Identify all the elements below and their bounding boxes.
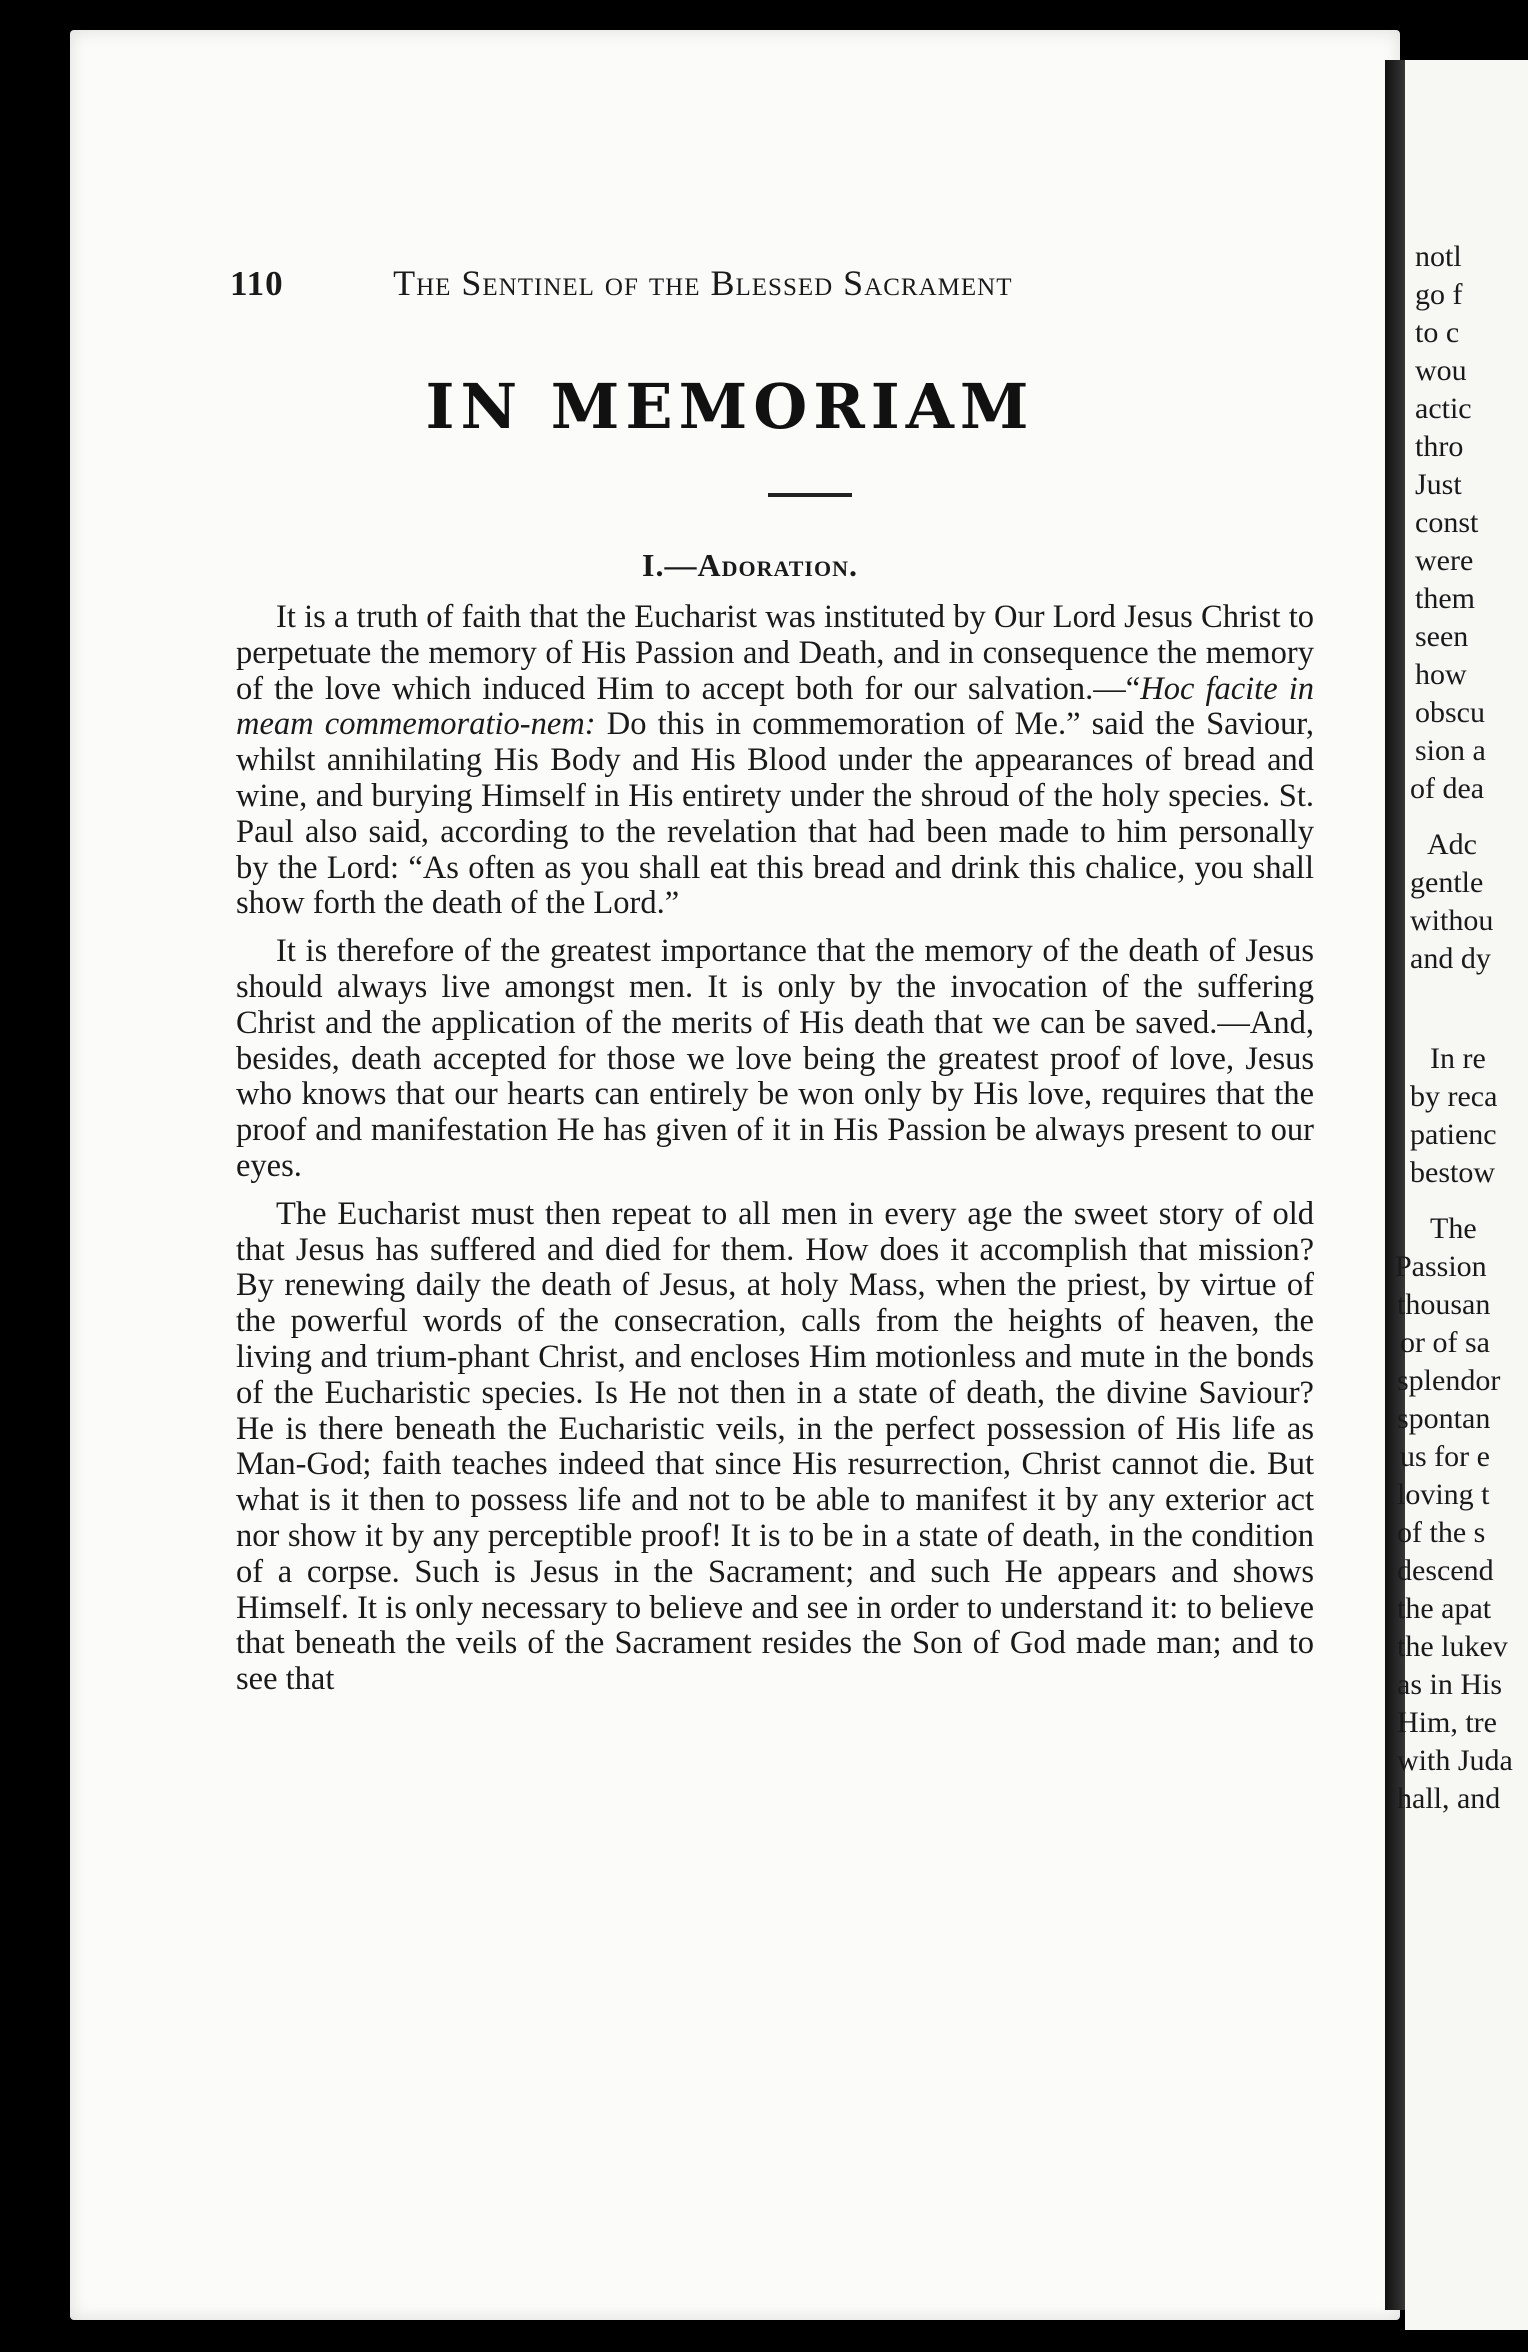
facing-page-line: In re bbox=[1430, 1042, 1486, 1075]
facing-page-line: by reca bbox=[1410, 1080, 1498, 1113]
article-title: IN MEMORIAM bbox=[425, 370, 1035, 443]
facing-page-line: thro bbox=[1415, 430, 1464, 463]
facing-page-line: gentle bbox=[1410, 866, 1484, 899]
section-heading: I.—Adoration. bbox=[642, 547, 858, 583]
facing-page-line: how bbox=[1415, 658, 1467, 691]
text-run: It is therefore of the greatest importance that the memory of the death of Jesus should always live amongst men. It is only by the invocation of the suffering Christ and the application of the merits of His death that we can be saved.—And, besides, death accepted for those we love being the greatest proof of love, Jesus who knows that our hearts can entirely be won only by His love, requires that the proof and manifestation He has given of it in His Passion be always present to our eyes. bbox=[236, 933, 1314, 1184]
facing-page bbox=[1395, 60, 1528, 2330]
facing-page-line: splendor bbox=[1397, 1364, 1501, 1397]
running-header bbox=[230, 262, 1190, 304]
italic-run: Hoc facite in meam commemoratio-nem: bbox=[236, 670, 1314, 743]
facing-page-line: obscu bbox=[1415, 696, 1485, 729]
facing-page-line: The bbox=[1430, 1212, 1477, 1245]
facing-page-line: descend bbox=[1397, 1554, 1494, 1587]
facing-page-line: and dy bbox=[1410, 942, 1491, 975]
facing-page-line: of dea bbox=[1410, 772, 1485, 805]
article-body bbox=[236, 600, 1314, 1710]
facing-page-line: the lukev bbox=[1397, 1630, 1508, 1663]
facing-page-line: notl bbox=[1415, 240, 1462, 273]
facing-page-line: bestow bbox=[1410, 1156, 1495, 1189]
facing-page-line: the apat bbox=[1397, 1592, 1492, 1625]
facing-page-line: actic bbox=[1415, 392, 1472, 425]
facing-page-line: withou bbox=[1410, 904, 1494, 937]
facing-page-line: hall, and bbox=[1397, 1782, 1501, 1815]
paragraph bbox=[236, 600, 1314, 922]
text-run: Do this in commemoration of Me.” said the Saviour, whilst annihilating His Body and His Blood under the appearances of bread and wine, and burying Himself in His entirety under the shroud of the holy species. St. Paul also said, according to the revelation that had been made to him personally by the Lord: “As often as you shall eat this bread and drink this chalice, you shall show forth the death of the Lord.” bbox=[236, 706, 1314, 922]
facing-page-line: const bbox=[1415, 506, 1479, 539]
facing-page-line: spontan bbox=[1397, 1402, 1491, 1435]
paragraph bbox=[236, 1197, 1314, 1698]
page-number: 110 bbox=[230, 264, 284, 303]
facing-page-line: with Juda bbox=[1397, 1744, 1513, 1777]
facing-page-line: patienc bbox=[1410, 1118, 1497, 1151]
paragraph bbox=[236, 934, 1314, 1185]
facing-page-line: Passion bbox=[1395, 1250, 1487, 1283]
facing-page-line: as in His bbox=[1397, 1668, 1502, 1701]
facing-page-line: or of sa bbox=[1400, 1326, 1490, 1359]
facing-page-line: of the s bbox=[1397, 1516, 1486, 1549]
running-title: The Sentinel of the Blessed Sacrament bbox=[393, 263, 1013, 303]
title-rule bbox=[768, 493, 852, 497]
facing-page-line: Just bbox=[1415, 468, 1462, 501]
facing-page-line: wou bbox=[1415, 354, 1467, 387]
text-run: The Eucharist must then repeat to all men in every age the sweet story of old that Jesus has suffered and died for them. How does it accomplish that mission? By renewing daily the death of Jesus, at holy Mass, when the priest, by virtue of the powerful words of the consecration, calls from the heights of heaven, the living and trium-phant Christ, and encloses Him motionless and mute in the bonds of the Eucharistic species. Is He not then in a state of death, the divine Saviour? He is there beneath the Eucharistic veils, in the perfect possession of His life as Man-God; faith teaches indeed that since His resurrection, Christ cannot die. But what is it then to possess life and not to be able to manifest it by any exterior act nor show it by any perceptible proof! It is to be in a state of death, in the condition of a corpse. Such is Jesus in the Sacrament; and such He appears and shows Himself. It is only necessary to believe and see in order to understand it: to believe that beneath the veils of the Sacrament resides the Son of God made man; and to see that bbox=[236, 1195, 1314, 1698]
facing-page-line: us for e bbox=[1400, 1440, 1490, 1473]
facing-page-line: Adc bbox=[1427, 828, 1477, 861]
facing-page-line: sion a bbox=[1415, 734, 1486, 767]
facing-page-line: thousan bbox=[1397, 1288, 1491, 1321]
text-run: It is a truth of faith that the Eucharist was instituted by Our Lord Jesus Christ to perpetuate the memory of His Passion and Death, and in consequence the memory of the love which induced Him to accept both for our salvation.—“ bbox=[236, 599, 1314, 707]
facing-page-line: go f bbox=[1415, 278, 1463, 311]
facing-page-line: Him, tre bbox=[1397, 1706, 1497, 1739]
facing-page-line: seen bbox=[1415, 620, 1469, 653]
facing-page-line: loving t bbox=[1397, 1478, 1490, 1511]
facing-page-line: were bbox=[1415, 544, 1474, 577]
facing-page-line: to c bbox=[1415, 316, 1460, 349]
facing-page-line: them bbox=[1415, 582, 1475, 615]
